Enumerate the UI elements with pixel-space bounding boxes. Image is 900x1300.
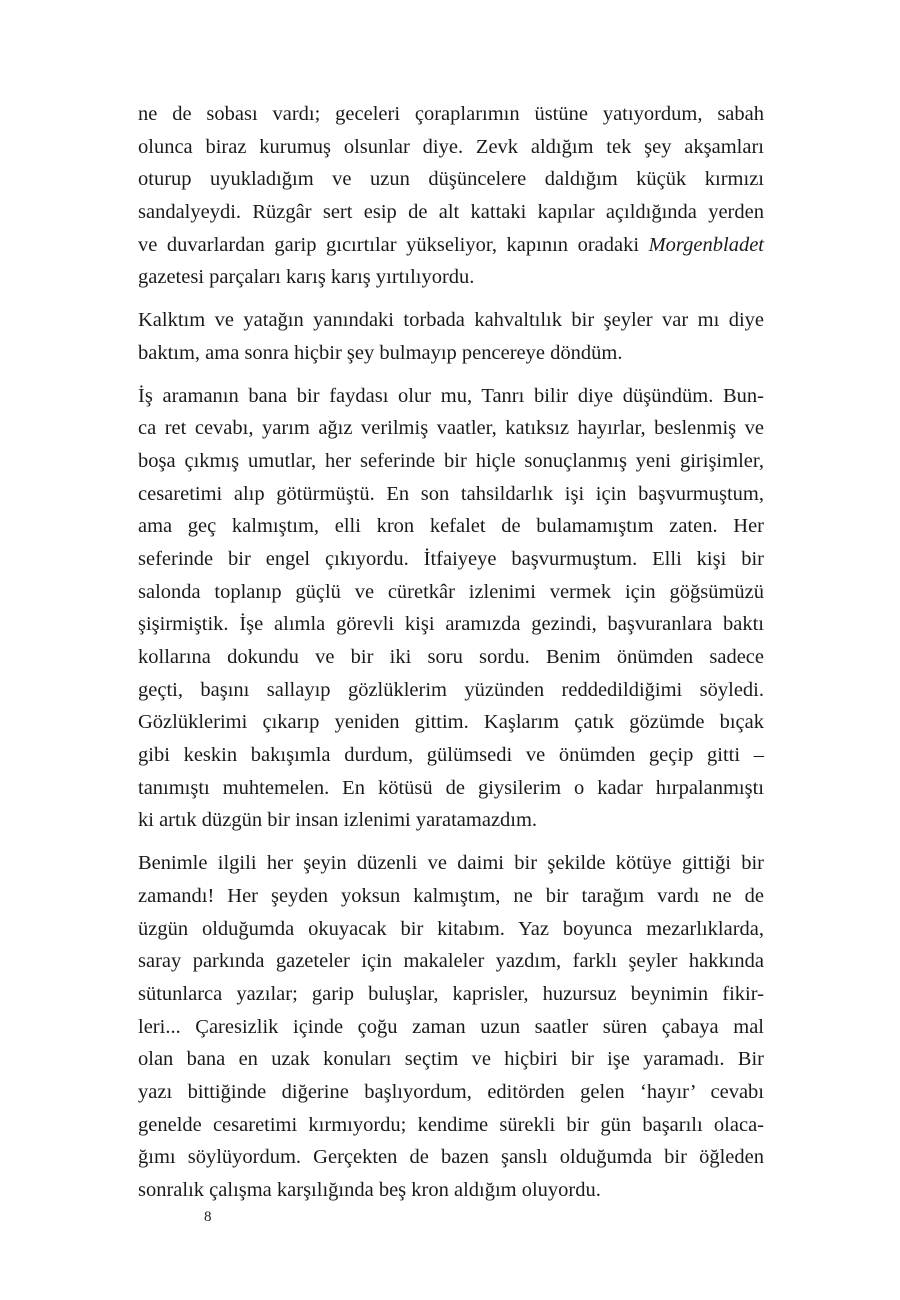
text-line: İş aramanın bana bir faydası olur mu, Tanrı bilir diye düşündüm. Bun- bbox=[138, 384, 764, 407]
text-line: Kalktım ve yatağın yanındaki torbada kahvaltılık bir şeyler var mı diye bbox=[138, 309, 764, 332]
text-line: ki artık düzgün bir insan izlenimi yaratamazdım. bbox=[138, 809, 538, 832]
text-line bbox=[138, 229, 764, 262]
paragraph bbox=[138, 380, 764, 838]
text-run: ve duvarlardan garip gıcırtılar yükseliyor, kapının oradaki bbox=[138, 233, 649, 256]
text-line: kollarına dokundu ve bir iki soru sordu. Benim önümden sadece bbox=[138, 646, 764, 668]
text-line: leri... Çaresizlik içinde çoğu zaman uzun saatler süren çabaya mal bbox=[138, 1015, 764, 1038]
text-line: olunca biraz kurumuş olsunlar diye. Zevk aldığım tek şey akşamları bbox=[138, 135, 764, 158]
body-text bbox=[138, 98, 764, 1207]
text-line: olan bana en uzak konuları seçtim ve hiçbiri bir işe yaramadı. Bir bbox=[138, 1048, 764, 1071]
text-line: gazetesi parçaları karış karış yırtılıyordu. bbox=[138, 266, 475, 289]
text-line: salonda toplanıp güçlü ve cüretkâr izlenimi vermek için göğsümüzü bbox=[138, 580, 764, 603]
text-line: ne de sobası vardı; geceleri çoraplarımın üstüne yatıyordum, sabah bbox=[138, 103, 764, 125]
text-line: cesaretimi alıp götürmüştü. En son tahsildarlık işi için başvurmuştum, bbox=[138, 482, 764, 505]
paragraph bbox=[138, 847, 764, 1207]
text-line: boşa çıkmış umutlar, her seferinde bir hiçle sonuçlanmış yeni girişimler, bbox=[138, 449, 764, 472]
text-line: Gözlüklerimi çıkarıp yeniden gittim. Kaşlarım çatık gözümde bıçak bbox=[138, 711, 764, 734]
text-line: baktım, ama sonra hiçbir şey bulmayıp pencereye döndüm. bbox=[138, 341, 623, 364]
text-line: zamandı! Her şeyden yoksun kalmıştım, ne bir tarağım vardı ne de bbox=[138, 884, 764, 907]
text-line: gibi keskin bakışımla durdum, gülümsedi ve önümden geçip gitti – bbox=[138, 744, 764, 767]
text-line: oturup uyukladığım ve uzun düşüncelere daldığım küçük kırmızı bbox=[138, 168, 764, 191]
text-line: Benimle ilgili her şeyin düzenli ve daimi bir şekilde kötüye gittiği bir bbox=[138, 852, 764, 875]
text-line: geçti, başını sallayıp gözlüklerim yüzünden reddedildiğimi söyledi. bbox=[138, 678, 764, 701]
text-line: saray parkında gazeteler için makaleler yazdım, farklı şeyler hakkında bbox=[138, 950, 764, 973]
text-line: sütunlarca yazılar; garip buluşlar, kaprisler, huzursuz beynimin fikir- bbox=[138, 982, 764, 1005]
text-line: seferinde bir engel çıkıyordu. İtfaiyeye başvurmuştum. Elli kişi bir bbox=[138, 547, 764, 570]
text-line: tanımıştı muhtemelen. En kötüsü de giysilerim o kadar hırpalanmıştı bbox=[138, 776, 764, 799]
text-line: sonralık çalışma karşılığında beş kron aldığım oluyordu. bbox=[138, 1179, 601, 1201]
text-line: yazı bittiğinde diğerine başlıyordum, editörden gelen ‘hayır’ cevabı bbox=[138, 1080, 764, 1103]
paragraph bbox=[138, 304, 764, 369]
text-line: şişirmiştik. İşe alımla görevli kişi aramızda gezindi, başvuranlara baktı bbox=[138, 613, 764, 636]
newspaper-title-italic: Morgenbladet bbox=[648, 233, 764, 256]
text-line: sandalyeydi. Rüzgâr sert esip de alt kattaki kapılar açıldığında yerden bbox=[138, 201, 764, 224]
page-number: 8 bbox=[204, 1209, 212, 1225]
text-line: ca ret cevabı, yarım ağız verilmiş vaatler, katıksız hayırlar, beslenmiş ve bbox=[138, 417, 764, 440]
paragraph bbox=[138, 98, 764, 294]
text-line: genelde cesaretimi kırmıyordu; kendime sürekli bir gün başarılı olaca- bbox=[138, 1113, 764, 1136]
text-line: ğımı söylüyordum. Gerçekten de bazen şanslı olduğumda bir öğleden bbox=[138, 1146, 764, 1169]
text-line: ama geç kalmıştım, elli kron kefalet de bulamamıştım zaten. Her bbox=[138, 515, 764, 538]
text-line: üzgün olduğumda okuyacak bir kitabım. Yaz boyunca mezarlıklarda, bbox=[138, 917, 764, 940]
